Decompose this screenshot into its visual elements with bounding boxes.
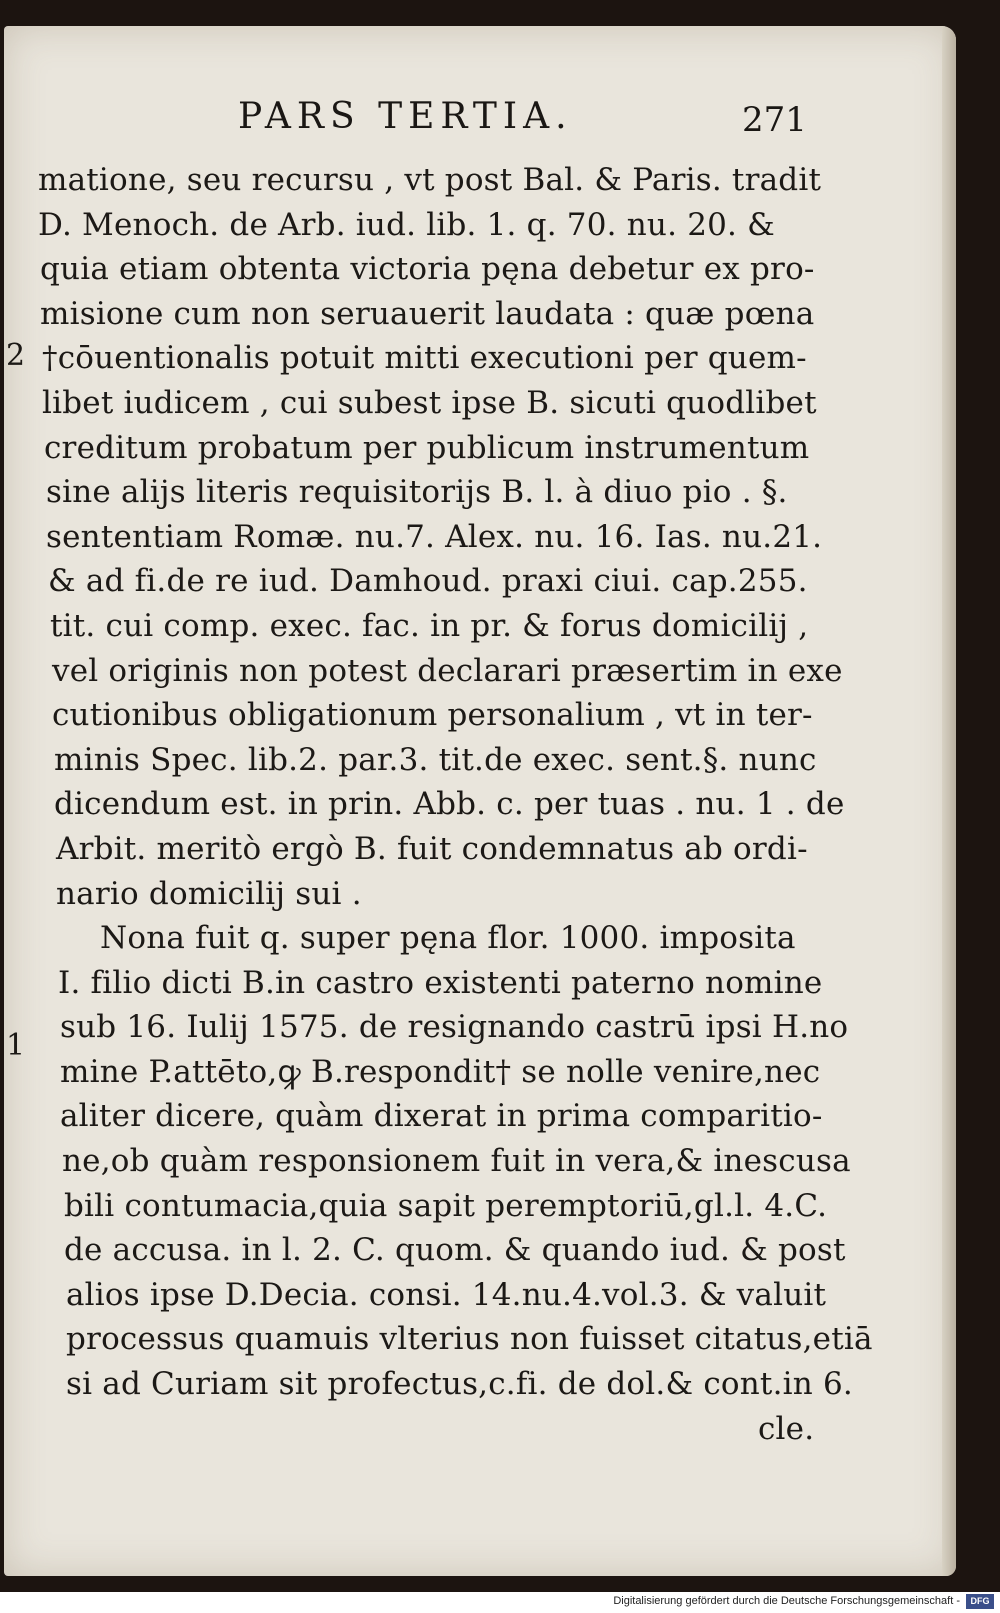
text-line: D. Menoch. de Arb. iud. lib. 1. q. 70. nu. 20. & bbox=[38, 206, 775, 243]
text-line: cutionibus obligationum personalium , vt in ter- bbox=[52, 697, 813, 734]
catchword: cle. bbox=[758, 1410, 815, 1447]
text-line: quia etiam obtenta victoria pęna debetur ex pro- bbox=[40, 251, 815, 288]
marginal-note-2: 2 bbox=[6, 338, 26, 373]
text-line: libet iudicem , cui subest ipse B. sicuti quodlibet bbox=[42, 384, 817, 421]
dfg-logo: DFG bbox=[966, 1594, 994, 1609]
text-line: creditum probatum per publicum instrumentum bbox=[44, 429, 810, 466]
text-line: bili contumacia,quia sapit peremptoriū,gl.l. 4.C. bbox=[64, 1187, 828, 1224]
text-line: sub 16. Iulij 1575. de resignando castrū ipsi H.no bbox=[60, 1009, 849, 1046]
text-line: Arbit. meritò ergò B. fuit condemnatus ab ordi- bbox=[56, 830, 808, 867]
text-line: I. filio dicti B.in castro existenti paterno nomine bbox=[58, 964, 823, 1001]
text-line: †cōuentionalis potuit mitti executioni per quem- bbox=[42, 340, 807, 377]
text-line: Nona fuit q. super pęna flor. 1000. imposita bbox=[100, 920, 796, 957]
text-line: vel originis non potest declarari præsertim in exe bbox=[52, 652, 843, 689]
text-line: misione cum non seruauerit laudata : quæ pœna bbox=[40, 295, 815, 332]
text-line: dicendum est. in prin. Abb. c. per tuas . nu. 1 . de bbox=[54, 786, 845, 823]
text-line: sententiam Romæ. nu.7. Alex. nu. 16. Ias. nu.21. bbox=[46, 518, 823, 555]
dfg-credit: Digitalisierung gefördert durch die Deutsche Forschungsgemeinschaft - bbox=[613, 1595, 960, 1607]
footer bbox=[0, 1592, 1000, 1613]
page-edge bbox=[942, 26, 956, 1576]
text-line: de accusa. in l. 2. C. quom. & quando iud. & post bbox=[64, 1232, 846, 1269]
marginal-note-1: 1 bbox=[6, 1028, 26, 1063]
running-head bbox=[4, 96, 956, 146]
text-line: sine alijs literis requisitorijs B. l. à diuo pio . §. bbox=[46, 474, 788, 511]
text-line: aliter dicere, quàm dixerat in prima comparitio- bbox=[60, 1098, 823, 1135]
text-line: processus quamuis vlterius non fuisset citatus,etiā bbox=[66, 1321, 873, 1358]
book-page bbox=[4, 26, 956, 1576]
text-line: minis Spec. lib.2. par.3. tit.de exec. sent.§. nunc bbox=[54, 741, 817, 778]
text-line: ne,ob quàm responsionem fuit in vera,& inescusa bbox=[62, 1143, 851, 1180]
text-line: si ad Curiam sit profectus,c.fi. de dol.& cont.in 6. bbox=[66, 1366, 853, 1403]
text-line: tit. cui comp. exec. fac. in pr. & forus domicilij , bbox=[50, 607, 809, 644]
text-block bbox=[38, 158, 873, 1451]
text-line: alios ipse D.Decia. consi. 14.nu.4.vol.3. & valuit bbox=[66, 1276, 827, 1313]
running-title: PARS TERTIA. bbox=[238, 96, 573, 137]
page-number: 271 bbox=[742, 100, 807, 140]
text-line: nario domicilij sui . bbox=[56, 875, 362, 912]
text-line: & ad fi.de re iud. Damhoud. praxi ciui. cap.255. bbox=[48, 563, 808, 600]
text-line: mine P.attēto,ꝙ B.respondit† se nolle venire,nec bbox=[60, 1053, 821, 1090]
text-line: matione, seu recursu , vt post Bal. & Paris. tradit bbox=[38, 162, 822, 198]
